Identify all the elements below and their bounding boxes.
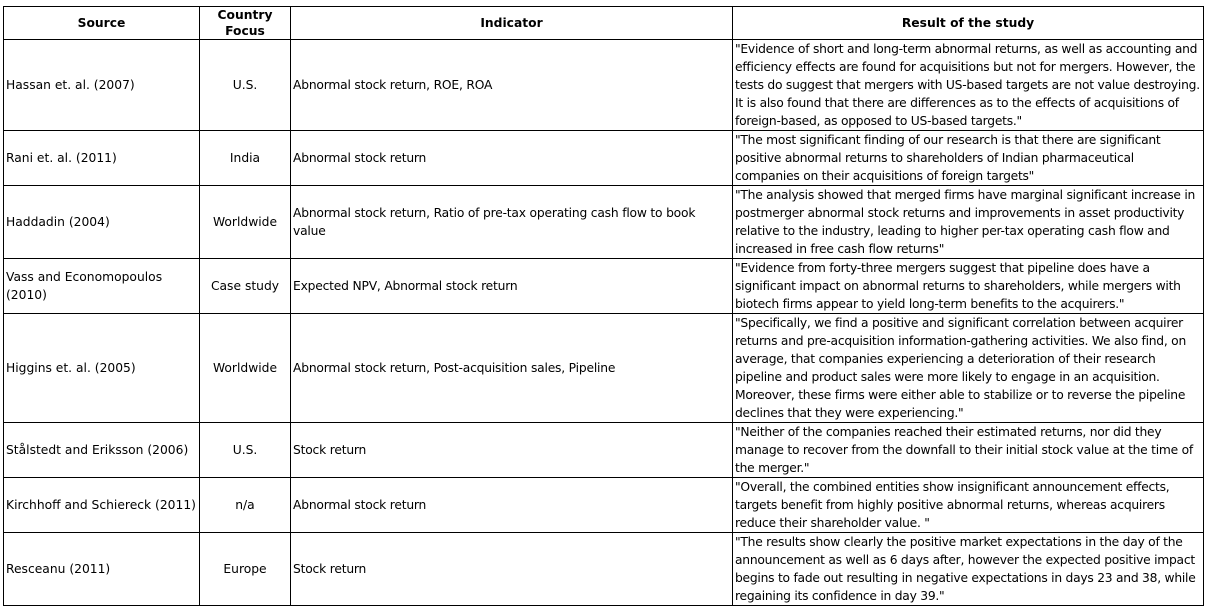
table-row: [4, 533, 1204, 606]
table-header: [4, 7, 1204, 40]
indicator-cell: Abnormal stock return, Ratio of pre-tax operating cash flow to book value: [291, 186, 733, 259]
indicator-cell: Abnormal stock return: [291, 131, 733, 186]
result-cell: "Evidence of short and long-term abnormal returns, as well as accounting and efficiency effects are found for acquisitions but not for mergers. However, the tests do suggest that mergers with US-based targets are not value destroying. It is also found that there are differences as to the effects of acquisitions of foreign-based, as opposed to US-based targets.": [733, 40, 1204, 131]
header-row: [4, 7, 1204, 40]
table-row: [4, 186, 1204, 259]
table-row: [4, 259, 1204, 314]
header-indicator: Indicator: [291, 7, 733, 40]
source-cell: Vass and Economopoulos (2010): [4, 259, 200, 314]
studies-table: [3, 6, 1204, 606]
table-row: [4, 423, 1204, 478]
table-body: [4, 40, 1204, 606]
indicator-cell: Expected NPV, Abnormal stock return: [291, 259, 733, 314]
country-cell: U.S.: [200, 40, 291, 131]
indicator-cell: Abnormal stock return, ROE, ROA: [291, 40, 733, 131]
country-cell: Worldwide: [200, 314, 291, 423]
indicator-cell: Stock return: [291, 423, 733, 478]
country-cell: India: [200, 131, 291, 186]
country-cell: Case study: [200, 259, 291, 314]
source-cell: Kirchhoff and Schiereck (2011): [4, 478, 200, 533]
source-cell: Stålstedt and Eriksson (2006): [4, 423, 200, 478]
table-row: [4, 314, 1204, 423]
indicator-cell: Abnormal stock return: [291, 478, 733, 533]
country-cell: Europe: [200, 533, 291, 606]
table-row: [4, 40, 1204, 131]
result-cell: "Evidence from forty-three mergers suggest that pipeline does have a significant impact on abnormal returns to shareholders, while mergers with biotech firms appear to yield long-term benefits to the acquirers.": [733, 259, 1204, 314]
result-cell: "The analysis showed that merged firms have marginal significant increase in postmerger abnormal stock returns and improvements in asset productivity relative to the industry, leading to higher per-tax operating cash flow and increased in free cash flow returns": [733, 186, 1204, 259]
source-cell: Higgins et. al. (2005): [4, 314, 200, 423]
country-cell: U.S.: [200, 423, 291, 478]
table-row: [4, 478, 1204, 533]
source-cell: Resceanu (2011): [4, 533, 200, 606]
header-source: Source: [4, 7, 200, 40]
country-cell: n/a: [200, 478, 291, 533]
result-cell: "Neither of the companies reached their estimated returns, nor did they manage to recover from the downfall to their initial stock value at the time of the merger.": [733, 423, 1204, 478]
header-result: Result of the study: [733, 7, 1204, 40]
header-country-focus: Country Focus: [200, 7, 291, 40]
indicator-cell: Abnormal stock return, Post-acquisition sales, Pipeline: [291, 314, 733, 423]
source-cell: Rani et. al. (2011): [4, 131, 200, 186]
country-cell: Worldwide: [200, 186, 291, 259]
result-cell: "The most significant finding of our research is that there are significant positive abnormal returns to shareholders of Indian pharmaceutical companies on their acquisitions of foreign targets": [733, 131, 1204, 186]
result-cell: "Specifically, we find a positive and significant correlation between acquirer returns and pre-acquisition information-gathering activities. We also find, on average, that companies experiencing a deterioration of their research pipeline and product sales were more likely to engage in an acquisition. Moreover, these firms were either able to stabilize or to reverse the pipeline declines that they were experiencing.": [733, 314, 1204, 423]
source-cell: Hassan et. al. (2007): [4, 40, 200, 131]
table-row: [4, 131, 1204, 186]
result-cell: "Overall, the combined entities show insignificant announcement effects, targets benefit from highly positive abnormal returns, whereas acquirers reduce their shareholder value. ": [733, 478, 1204, 533]
result-cell: "The results show clearly the positive market expectations in the day of the announcement as well as 6 days after, however the expected positive impact begins to fade out resulting in negative expectations in days 23 and 38, while regaining its confidence in day 39.": [733, 533, 1204, 606]
indicator-cell: Stock return: [291, 533, 733, 606]
source-cell: Haddadin (2004): [4, 186, 200, 259]
